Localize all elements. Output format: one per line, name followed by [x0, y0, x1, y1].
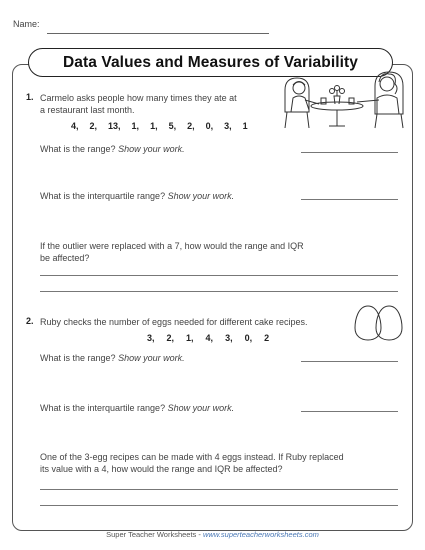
data-value: 5,	[168, 121, 177, 131]
question-1-number: 1.	[26, 92, 34, 102]
question-1-range-prompt: What is the range? Show your work.	[40, 144, 185, 154]
eggs-icon	[353, 304, 405, 342]
data-value: 2,	[166, 333, 175, 343]
question-2-answer-line-1[interactable]	[40, 489, 398, 490]
question-2-number: 2.	[26, 316, 34, 326]
footer-link[interactable]: www.superteacherworksheets.com	[202, 530, 319, 539]
question-1-text-line2: a restaurant last month.	[40, 105, 135, 115]
data-value: 2	[264, 333, 270, 343]
question-1-iqr-answer-line[interactable]	[301, 199, 398, 200]
data-value: 13,	[108, 121, 121, 131]
data-value: 2,	[89, 121, 98, 131]
restaurant-illustration-icon	[279, 68, 407, 130]
question-2-data-set	[147, 333, 269, 343]
data-value: 0,	[244, 333, 253, 343]
question-2-change-line1: One of the 3-egg recipes can be made with 4 eggs instead. If Ruby replaced	[40, 452, 344, 462]
question-2-iqr-answer-line[interactable]	[301, 411, 398, 412]
footer: Super Teacher Worksheets - www.superteacherworksheets.com	[106, 530, 319, 539]
question-1-answer-line-1[interactable]	[40, 275, 398, 276]
data-value: 1,	[150, 121, 158, 131]
question-2-range-answer-line[interactable]	[301, 361, 398, 362]
data-value: 4,	[71, 121, 79, 131]
question-2-answer-line-2[interactable]	[40, 505, 398, 506]
data-value: 3,	[224, 121, 232, 131]
data-value: 3,	[147, 333, 155, 343]
question-1-outlier-line1: If the outlier were replaced with a 7, how would the range and IQR	[40, 241, 304, 251]
question-1-answer-line-2[interactable]	[40, 291, 398, 292]
data-value: 3,	[225, 333, 233, 343]
question-2-range-prompt: What is the range? Show your work.	[40, 353, 185, 363]
data-value: 1	[242, 121, 248, 131]
question-2-text-line1: Ruby checks the number of eggs needed for different cake recipes.	[40, 317, 308, 327]
data-value: 0,	[205, 121, 214, 131]
question-2-iqr-prompt: What is the interquartile range? Show your work.	[40, 403, 235, 413]
question-1-data-set	[71, 121, 248, 131]
question-2-change-line2: its value with a 4, how would the range and IQR be affected?	[40, 464, 283, 474]
question-1-outlier-line2: be affected?	[40, 253, 90, 263]
worksheet-title: Data Values and Measures of Variability	[28, 48, 393, 77]
name-label: Name:	[13, 19, 40, 29]
data-value: 1,	[186, 333, 194, 343]
question-1-iqr-prompt: What is the interquartile range? Show your work.	[40, 191, 235, 201]
footer-brand: Super Teacher Worksheets	[106, 530, 197, 539]
question-1-text-line1: Carmelo asks people how many times they ate at	[40, 93, 237, 103]
data-value: 4,	[205, 333, 214, 343]
data-value: 2,	[187, 121, 195, 131]
data-value: 1,	[131, 121, 140, 131]
name-field[interactable]	[47, 33, 269, 34]
question-1-range-answer-line[interactable]	[301, 152, 398, 153]
